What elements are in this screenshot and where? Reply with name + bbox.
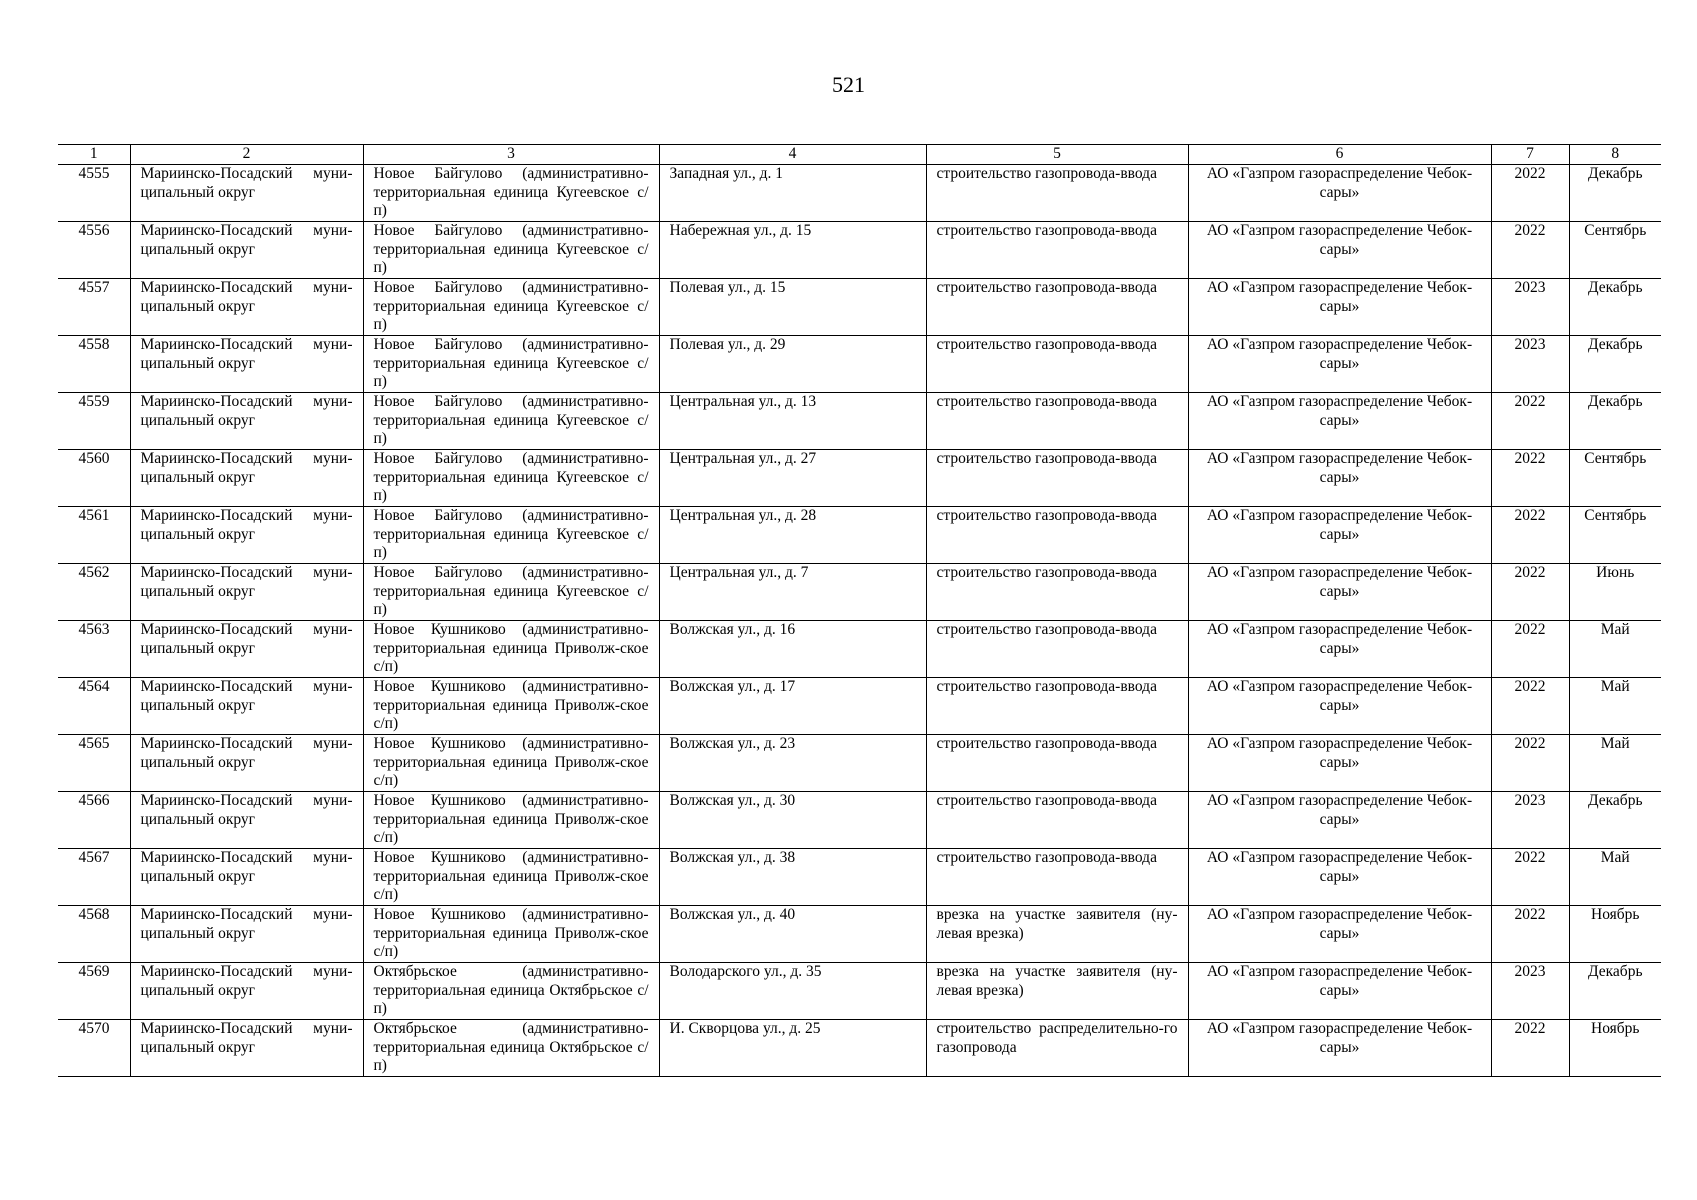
table-row	[58, 507, 1661, 564]
table-row	[58, 1020, 1661, 1077]
address-cell: Волжская ул., д. 38	[659, 849, 926, 906]
data-table	[58, 144, 1661, 1077]
table-row	[58, 906, 1661, 963]
table-row	[58, 621, 1661, 678]
address-cell: Центральная ул., д. 28	[659, 507, 926, 564]
table-row	[58, 279, 1661, 336]
settlement-cell: Новое Байгулово (административно-территориальная единица Кугеевское с/п)	[363, 393, 659, 450]
settlement-cell: Новое Кушниково (административно-территориальная единица Приволж-ское с/п)	[363, 621, 659, 678]
year-cell: 2022	[1491, 564, 1569, 621]
work-type-cell: строительство газопровода-ввода	[926, 735, 1188, 792]
row-number: 4568	[58, 906, 130, 963]
year-cell: 2022	[1491, 678, 1569, 735]
work-type-cell: строительство газопровода-ввода	[926, 678, 1188, 735]
month-cell: Декабрь	[1569, 165, 1661, 222]
table-row	[58, 564, 1661, 621]
district-cell: Мариинско-Посадский муни-ципальный округ	[130, 735, 363, 792]
table-row	[58, 678, 1661, 735]
year-cell: 2023	[1491, 279, 1569, 336]
district-cell: Мариинско-Посадский муни-ципальный округ	[130, 336, 363, 393]
work-type-cell: строительство газопровода-ввода	[926, 393, 1188, 450]
address-cell: Волжская ул., д. 17	[659, 678, 926, 735]
column-header: 6	[1188, 145, 1491, 165]
year-cell: 2022	[1491, 849, 1569, 906]
organization-cell: АО «Газпром газораспределение Чебок-сары»	[1188, 222, 1491, 279]
row-number: 4566	[58, 792, 130, 849]
row-number: 4563	[58, 621, 130, 678]
column-number-row	[58, 145, 1661, 165]
month-cell: Декабрь	[1569, 792, 1661, 849]
year-cell: 2022	[1491, 1020, 1569, 1077]
district-cell: Мариинско-Посадский муни-ципальный округ	[130, 849, 363, 906]
month-cell: Декабрь	[1569, 279, 1661, 336]
year-cell: 2022	[1491, 165, 1569, 222]
settlement-cell: Новое Байгулово (административно-территориальная единица Кугеевское с/п)	[363, 564, 659, 621]
month-cell: Ноябрь	[1569, 906, 1661, 963]
organization-cell: АО «Газпром газораспределение Чебок-сары»	[1188, 1020, 1491, 1077]
district-cell: Мариинско-Посадский муни-ципальный округ	[130, 621, 363, 678]
row-number: 4570	[58, 1020, 130, 1077]
column-header: 7	[1491, 145, 1569, 165]
column-header: 8	[1569, 145, 1661, 165]
table-body	[58, 165, 1661, 1077]
address-cell: Центральная ул., д. 27	[659, 450, 926, 507]
settlement-cell: Новое Байгулово (административно-территориальная единица Кугеевское с/п)	[363, 336, 659, 393]
settlement-cell: Новое Кушниково (административно-территориальная единица Приволж-ское с/п)	[363, 735, 659, 792]
district-cell: Мариинско-Посадский муни-ципальный округ	[130, 279, 363, 336]
month-cell: Ноябрь	[1569, 1020, 1661, 1077]
settlement-cell: Новое Байгулово (административно-территориальная единица Кугеевское с/п)	[363, 165, 659, 222]
settlement-cell: Новое Кушниково (административно-территориальная единица Приволж-ское с/п)	[363, 906, 659, 963]
work-type-cell: строительство газопровода-ввода	[926, 507, 1188, 564]
organization-cell: АО «Газпром газораспределение Чебок-сары»	[1188, 735, 1491, 792]
address-cell: Волжская ул., д. 30	[659, 792, 926, 849]
district-cell: Мариинско-Посадский муни-ципальный округ	[130, 792, 363, 849]
district-cell: Мариинско-Посадский муни-ципальный округ	[130, 450, 363, 507]
settlement-cell: Новое Байгулово (административно-территориальная единица Кугеевское с/п)	[363, 507, 659, 564]
address-cell: Волжская ул., д. 40	[659, 906, 926, 963]
address-cell: Центральная ул., д. 7	[659, 564, 926, 621]
row-number: 4565	[58, 735, 130, 792]
table-row	[58, 222, 1661, 279]
settlement-cell: Новое Байгулово (административно-территориальная единица Кугеевское с/п)	[363, 279, 659, 336]
table-row	[58, 393, 1661, 450]
work-type-cell: строительство газопровода-ввода	[926, 165, 1188, 222]
row-number: 4555	[58, 165, 130, 222]
year-cell: 2023	[1491, 963, 1569, 1020]
work-type-cell: врезка на участке заявителя (ну-левая врезка)	[926, 963, 1188, 1020]
row-number: 4559	[58, 393, 130, 450]
organization-cell: АО «Газпром газораспределение Чебок-сары»	[1188, 564, 1491, 621]
column-header: 1	[58, 145, 130, 165]
organization-cell: АО «Газпром газораспределение Чебок-сары»	[1188, 279, 1491, 336]
month-cell: Май	[1569, 735, 1661, 792]
organization-cell: АО «Газпром газораспределение Чебок-сары»	[1188, 393, 1491, 450]
year-cell: 2022	[1491, 621, 1569, 678]
district-cell: Мариинско-Посадский муни-ципальный округ	[130, 507, 363, 564]
organization-cell: АО «Газпром газораспределение Чебок-сары»	[1188, 678, 1491, 735]
row-number: 4558	[58, 336, 130, 393]
table-row	[58, 450, 1661, 507]
address-cell: Полевая ул., д. 29	[659, 336, 926, 393]
row-number: 4562	[58, 564, 130, 621]
month-cell: Июнь	[1569, 564, 1661, 621]
page-number: 521	[832, 72, 865, 97]
year-cell: 2022	[1491, 735, 1569, 792]
month-cell: Сентябрь	[1569, 450, 1661, 507]
year-cell: 2022	[1491, 222, 1569, 279]
district-cell: Мариинско-Посадский муни-ципальный округ	[130, 564, 363, 621]
organization-cell: АО «Газпром газораспределение Чебок-сары»	[1188, 621, 1491, 678]
work-type-cell: строительство распределительно-го газопровода	[926, 1020, 1188, 1077]
work-type-cell: строительство газопровода-ввода	[926, 336, 1188, 393]
month-cell: Май	[1569, 849, 1661, 906]
address-cell: Центральная ул., д. 13	[659, 393, 926, 450]
district-cell: Мариинско-Посадский муни-ципальный округ	[130, 1020, 363, 1077]
month-cell: Сентябрь	[1569, 507, 1661, 564]
district-cell: Мариинско-Посадский муни-ципальный округ	[130, 963, 363, 1020]
row-number: 4567	[58, 849, 130, 906]
organization-cell: АО «Газпром газораспределение Чебок-сары»	[1188, 336, 1491, 393]
row-number: 4560	[58, 450, 130, 507]
address-cell: Волжская ул., д. 16	[659, 621, 926, 678]
address-cell: И. Скворцова ул., д. 25	[659, 1020, 926, 1077]
work-type-cell: строительство газопровода-ввода	[926, 450, 1188, 507]
work-type-cell: строительство газопровода-ввода	[926, 279, 1188, 336]
settlement-cell: Новое Кушниково (административно-территориальная единица Приволж-ское с/п)	[363, 678, 659, 735]
district-cell: Мариинско-Посадский муни-ципальный округ	[130, 393, 363, 450]
table-row	[58, 165, 1661, 222]
organization-cell: АО «Газпром газораспределение Чебок-сары»	[1188, 507, 1491, 564]
work-type-cell: врезка на участке заявителя (ну-левая врезка)	[926, 906, 1188, 963]
month-cell: Декабрь	[1569, 336, 1661, 393]
address-cell: Полевая ул., д. 15	[659, 279, 926, 336]
year-cell: 2022	[1491, 450, 1569, 507]
organization-cell: АО «Газпром газораспределение Чебок-сары»	[1188, 165, 1491, 222]
year-cell: 2023	[1491, 792, 1569, 849]
year-cell: 2023	[1491, 336, 1569, 393]
settlement-cell: Новое Кушниково (административно-территориальная единица Приволж-ское с/п)	[363, 849, 659, 906]
work-type-cell: строительство газопровода-ввода	[926, 792, 1188, 849]
work-type-cell: строительство газопровода-ввода	[926, 564, 1188, 621]
year-cell: 2022	[1491, 507, 1569, 564]
row-number: 4569	[58, 963, 130, 1020]
settlement-cell: Октябрьское (административно-территориальная единица Октябрьское с/п)	[363, 963, 659, 1020]
organization-cell: АО «Газпром газораспределение Чебок-сары»	[1188, 792, 1491, 849]
work-type-cell: строительство газопровода-ввода	[926, 849, 1188, 906]
row-number: 4556	[58, 222, 130, 279]
column-header: 4	[659, 145, 926, 165]
year-cell: 2022	[1491, 393, 1569, 450]
month-cell: Май	[1569, 621, 1661, 678]
district-cell: Мариинско-Посадский муни-ципальный округ	[130, 222, 363, 279]
address-cell: Волжская ул., д. 23	[659, 735, 926, 792]
row-number: 4561	[58, 507, 130, 564]
district-cell: Мариинско-Посадский муни-ципальный округ	[130, 906, 363, 963]
month-cell: Сентябрь	[1569, 222, 1661, 279]
work-type-cell: строительство газопровода-ввода	[926, 621, 1188, 678]
organization-cell: АО «Газпром газораспределение Чебок-сары»	[1188, 450, 1491, 507]
organization-cell: АО «Газпром газораспределение Чебок-сары»	[1188, 906, 1491, 963]
work-type-cell: строительство газопровода-ввода	[926, 222, 1188, 279]
column-header: 3	[363, 145, 659, 165]
month-cell: Декабрь	[1569, 963, 1661, 1020]
organization-cell: АО «Газпром газораспределение Чебок-сары»	[1188, 849, 1491, 906]
organization-cell: АО «Газпром газораспределение Чебок-сары»	[1188, 963, 1491, 1020]
settlement-cell: Новое Кушниково (административно-территориальная единица Приволж-ское с/п)	[363, 792, 659, 849]
district-cell: Мариинско-Посадский муни-ципальный округ	[130, 678, 363, 735]
month-cell: Май	[1569, 678, 1661, 735]
settlement-cell: Новое Байгулово (административно-территориальная единица Кугеевское с/п)	[363, 222, 659, 279]
table-row	[58, 735, 1661, 792]
row-number: 4557	[58, 279, 130, 336]
table-row	[58, 336, 1661, 393]
table-row	[58, 792, 1661, 849]
column-header: 5	[926, 145, 1188, 165]
month-cell: Декабрь	[1569, 393, 1661, 450]
table-row	[58, 849, 1661, 906]
address-cell: Володарского ул., д. 35	[659, 963, 926, 1020]
row-number: 4564	[58, 678, 130, 735]
settlement-cell: Октябрьское (административно-территориальная единица Октябрьское с/п)	[363, 1020, 659, 1077]
year-cell: 2022	[1491, 906, 1569, 963]
address-cell: Западная ул., д. 1	[659, 165, 926, 222]
district-cell: Мариинско-Посадский муни-ципальный округ	[130, 165, 363, 222]
settlement-cell: Новое Байгулово (административно-территориальная единица Кугеевское с/п)	[363, 450, 659, 507]
column-header: 2	[130, 145, 363, 165]
table-row	[58, 963, 1661, 1020]
address-cell: Набережная ул., д. 15	[659, 222, 926, 279]
